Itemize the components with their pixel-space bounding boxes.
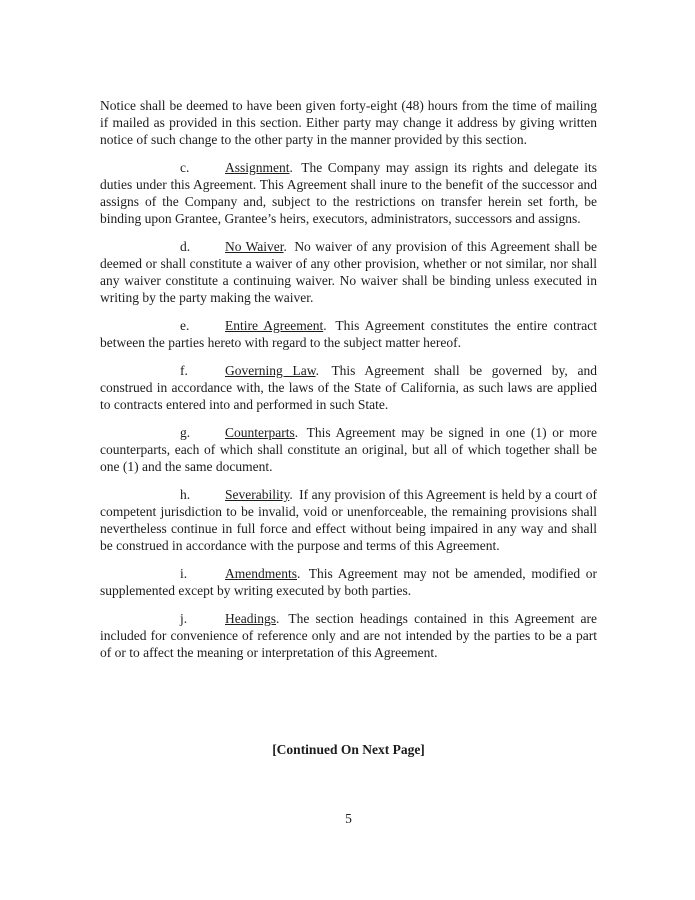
section-heading-period: . <box>315 363 319 378</box>
section-paragraph-d-no-waiver <box>100 238 597 306</box>
section-heading-entire-agreement: Entire Agreement <box>225 318 324 333</box>
section-letter-h: h. <box>180 487 191 502</box>
section-letter-c: c. <box>180 160 190 175</box>
section-paragraph-c-assignment <box>100 159 597 227</box>
section-body-severability: If any provision of this Agreement is held by a court of competent jurisdiction to be invalid, void or unenforceable, the remaining provisions shall nevertheless continue in full force and effect without being impaired in any way and shall be construed in accordance with the purpose and terms of this Agreement. <box>100 487 598 553</box>
section-body-headings: The section headings contained in this Agreement are included for convenience of reference only and are not intended by the parties to be a part of or to affect the meaning or interpretation of this Agreement. <box>100 611 598 660</box>
section-heading-assignment: Assignment <box>225 160 290 175</box>
paragraph-notice: Notice shall be deemed to have been given forty-eight (48) hours from the time of mailing if mailed as provided in this section. Either party may change it address by giving written notice of such change to the other party in the manner provided by this section. <box>100 98 597 147</box>
section-heading-period: . <box>294 425 299 440</box>
section-body-governing-law: This Agreement shall be governed by, and construed in accordance with, the laws of the State of California, as such laws are applied to contracts entered into and performed in such State. <box>100 363 597 412</box>
section-paragraph-e-entire-agreement <box>100 317 597 351</box>
section-paragraph-i-amendments <box>100 565 597 599</box>
section-body-amendments: This Agreement may not be amended, modified or supplemented except by writing executed by both parties. <box>100 566 597 598</box>
section-paragraph-f-governing-law <box>100 362 597 413</box>
section-heading-period: . <box>289 160 293 175</box>
section-heading-counterparts: Counterparts <box>225 425 295 440</box>
section-heading-amendments: Amendments <box>225 566 297 581</box>
section-body-no-waiver: No waiver of any provision of this Agreement shall be deemed or shall constitute a waiver of any other provision, whether or not similar, nor shall any waiver constitute a continuing waiver. No waiver shall be binding unless executed in writing by the party making the waiver. <box>100 239 597 305</box>
continued-on-next-page-notice: [Continued On Next Page] <box>272 742 425 757</box>
section-letter-f: f. <box>180 363 188 378</box>
section-letter-d: d. <box>180 239 191 254</box>
document-text-block <box>100 97 597 827</box>
section-heading-severability: Severability <box>225 487 290 502</box>
section-heading-period: . <box>323 318 327 333</box>
section-paragraph-h-severability <box>100 486 597 554</box>
section-body-counterparts: This Agreement may be signed in one (1) or more counterparts, each of which shall constitute an original, but all of which together shall be one (1) and the same document. <box>100 425 597 474</box>
page-number: 5 <box>345 811 352 826</box>
section-heading-governing-law: Governing Law <box>225 363 316 378</box>
section-letter-g: g. <box>180 425 191 440</box>
section-heading-period: . <box>283 239 287 254</box>
section-letter-i: i. <box>180 566 188 581</box>
section-paragraph-g-counterparts <box>100 424 597 475</box>
section-letter-e: e. <box>180 318 190 333</box>
section-heading-period: . <box>297 566 301 581</box>
section-heading-headings: Headings <box>225 611 276 626</box>
section-letter-j: j. <box>180 611 188 626</box>
section-heading-period: . <box>276 611 280 626</box>
section-paragraph-j-headings <box>100 610 597 661</box>
section-heading-period: . <box>289 487 293 502</box>
section-body-entire-agreement: This Agreement constitutes the entire contract between the parties hereto with regard to the subject matter hereof. <box>100 318 598 350</box>
section-heading-no-waiver: No Waiver <box>225 239 284 254</box>
section-body-assignment: The Company may assign its rights and delegate its duties under this Agreement. This Agreement shall inure to the benefit of the successor and assigns of the Company and, subject to the restrictions on transfer herein set forth, be binding upon Grantee, Grantee’s heirs, executors, administrators, successors and assigns. <box>100 160 597 226</box>
